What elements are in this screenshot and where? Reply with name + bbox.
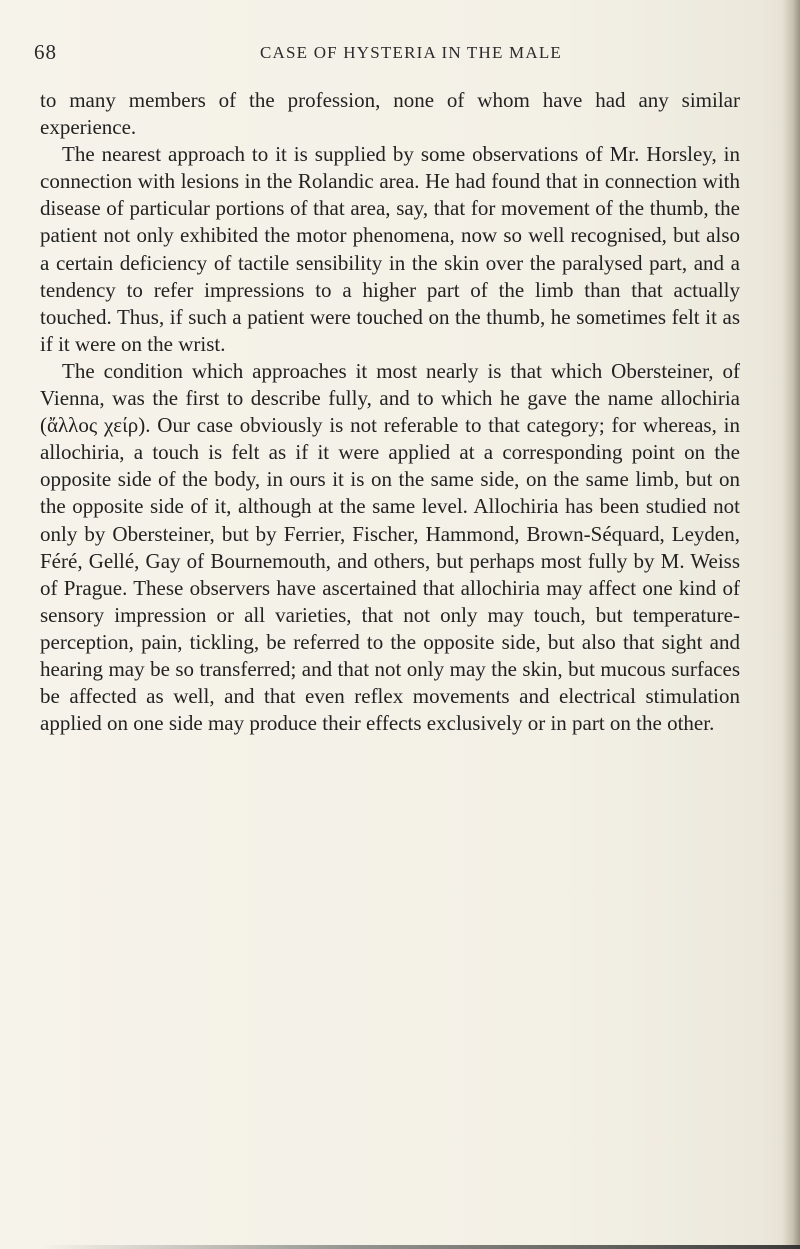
page-number: 68 (34, 40, 57, 64)
paragraph-allochiria: The condition which approaches it most nearly is that which Obersteiner, of Vienna, was the first to describe fully, and to which he gave the name allochiria (ἄλλος χείρ). Our case obviously is not referable to that category; for whereas, in allochiria, a touch is felt as if it were applied at a corresponding point on the opposite side of the body, in ours it is on the same side, on the same limb, but on the opposite side of it, although at the same level. Allochiria has been studied not only by Obersteiner, but by Ferrier, Fischer, Hammond, Brown-Séquard, Leyden, Féré, Gellé, Gay of Bournemouth, and others, but perhaps most fully by M. Weiss of Prague. These observers have ascertained that allochiria may affect one kind of sensory impression or all varieties, that not only may touch, but temperature-perception, pain, tickling, be referred to the opposite side, but also that sight and hearing may be so transferred; and that not only may the skin, but mucous surfaces be affected as well, and that even reflex movements and electrical stimulation applied on one side may produce their effects exclusively or in part on the other. (40, 358, 740, 736)
page-header (34, 40, 734, 70)
body-text (40, 87, 740, 737)
paragraph-horsley-observations: The nearest approach to it is supplied by some observations of Mr. Horsley, in connection with lesions in the Rolandic area. He had found that in connection with disease of particular portions of that area, say, that for movement of the thumb, the patient not only exhibited the motor phenomena, now so well recognised, but also a certain deficiency of tactile sensibility in the skin over the paralysed part, and a tendency to refer impressions to a higher part of the limb than that actually touched. Thus, if such a patient were touched on the thumb, he sometimes felt it as if it were on the wrist. (40, 142, 740, 356)
page-edge-shadow (782, 0, 800, 1249)
paragraph-continued: to many members of the profession, none of whom have had any similar experience. (40, 88, 740, 140)
page-bottom-edge (40, 1245, 800, 1249)
running-title: CASE OF HYSTERIA IN THE MALE (260, 43, 562, 62)
